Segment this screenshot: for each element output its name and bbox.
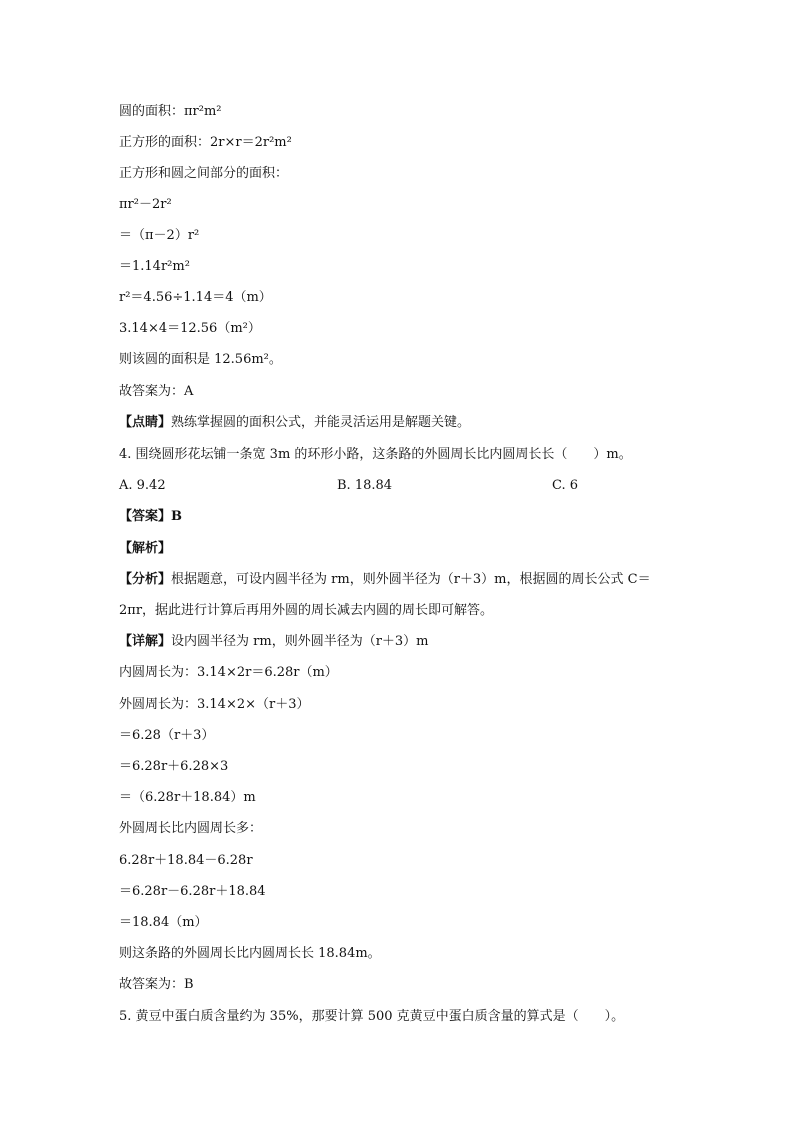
answer-line: 故答案为：B bbox=[119, 977, 194, 992]
comment-line bbox=[119, 414, 470, 432]
formula-line: 3.14×4＝12.56（m²） bbox=[119, 321, 261, 336]
formula-line: 6.28r＋18.84－6.28r bbox=[119, 853, 253, 868]
question-line: 5. 黄豆中蛋白质含量约为 35%，那要计算 500 克黄豆中蛋白质含量的算式是（ ）。 bbox=[119, 1009, 625, 1024]
answer-heading: 【答案】B bbox=[119, 509, 182, 524]
formula-line: ＝18.84（m） bbox=[119, 915, 208, 930]
text-line: 圆的面积：πr²m² bbox=[119, 104, 222, 119]
analysis-line bbox=[119, 571, 651, 589]
text-line: 则这条路的外圆周长比内圆周长长 18.84m。 bbox=[119, 946, 381, 961]
answer-line: 故答案为：A bbox=[119, 384, 194, 399]
text-line: 则该圆的面积是 12.56m²。 bbox=[119, 352, 282, 367]
detail-text: 设内圆半径为 rm，则外圆半径为（r＋3）m bbox=[171, 634, 429, 649]
option-a: A. 9.42 bbox=[119, 478, 166, 493]
formula-line: ＝（6.28r＋18.84）m bbox=[119, 790, 256, 805]
analysis-line-continued: 2πr，据此进行计算后再用外圆的周长减去内圆的周长即可解答。 bbox=[119, 603, 494, 618]
text-line: 正方形的面积：2r×r＝2r²m² bbox=[119, 135, 292, 150]
formula-line: πr²－2r² bbox=[119, 197, 172, 212]
formula-line: 外圆周长为：3.14×2×（r＋3） bbox=[119, 697, 310, 712]
detail-line bbox=[119, 633, 429, 651]
formula-line: ＝6.28r＋6.28×3 bbox=[119, 759, 229, 774]
section-tag: 【分析】 bbox=[119, 572, 172, 587]
analysis-heading: 【解析】 bbox=[119, 541, 172, 556]
option-c: C. 6 bbox=[552, 478, 579, 493]
formula-line: 内圆周长为：3.14×2r＝6.28r（m） bbox=[119, 665, 338, 680]
comment-text: 熟练掌握圆的面积公式，并能灵活运用是解题关键。 bbox=[171, 415, 471, 430]
option-b: B. 18.84 bbox=[337, 478, 393, 493]
analysis-text: 根据题意，可设内圆半径为 rm，则外圆半径为（r＋3）m，根据圆的周长公式 C＝ bbox=[171, 572, 651, 587]
formula-line: ＝6.28r－6.28r＋18.84 bbox=[119, 884, 266, 899]
formula-line: ＝6.28（r＋3） bbox=[119, 728, 215, 743]
section-tag: 【详解】 bbox=[119, 634, 172, 649]
formula-line: r²＝4.56÷1.14＝4（m） bbox=[119, 290, 272, 305]
question-line: 4. 围绕圆形花坛铺一条宽 3m 的环形小路，这条路的外圆周长比内圆周长长（ ）m。 bbox=[119, 447, 632, 462]
formula-line: ＝1.14r²m² bbox=[119, 259, 190, 274]
section-tag: 【点睛】 bbox=[119, 415, 172, 430]
text-line: 外圆周长比内圆周长多： bbox=[119, 821, 263, 836]
text-line: 正方形和圆之间部分的面积： bbox=[119, 166, 289, 181]
formula-line: ＝（π－2）r² bbox=[119, 228, 200, 243]
